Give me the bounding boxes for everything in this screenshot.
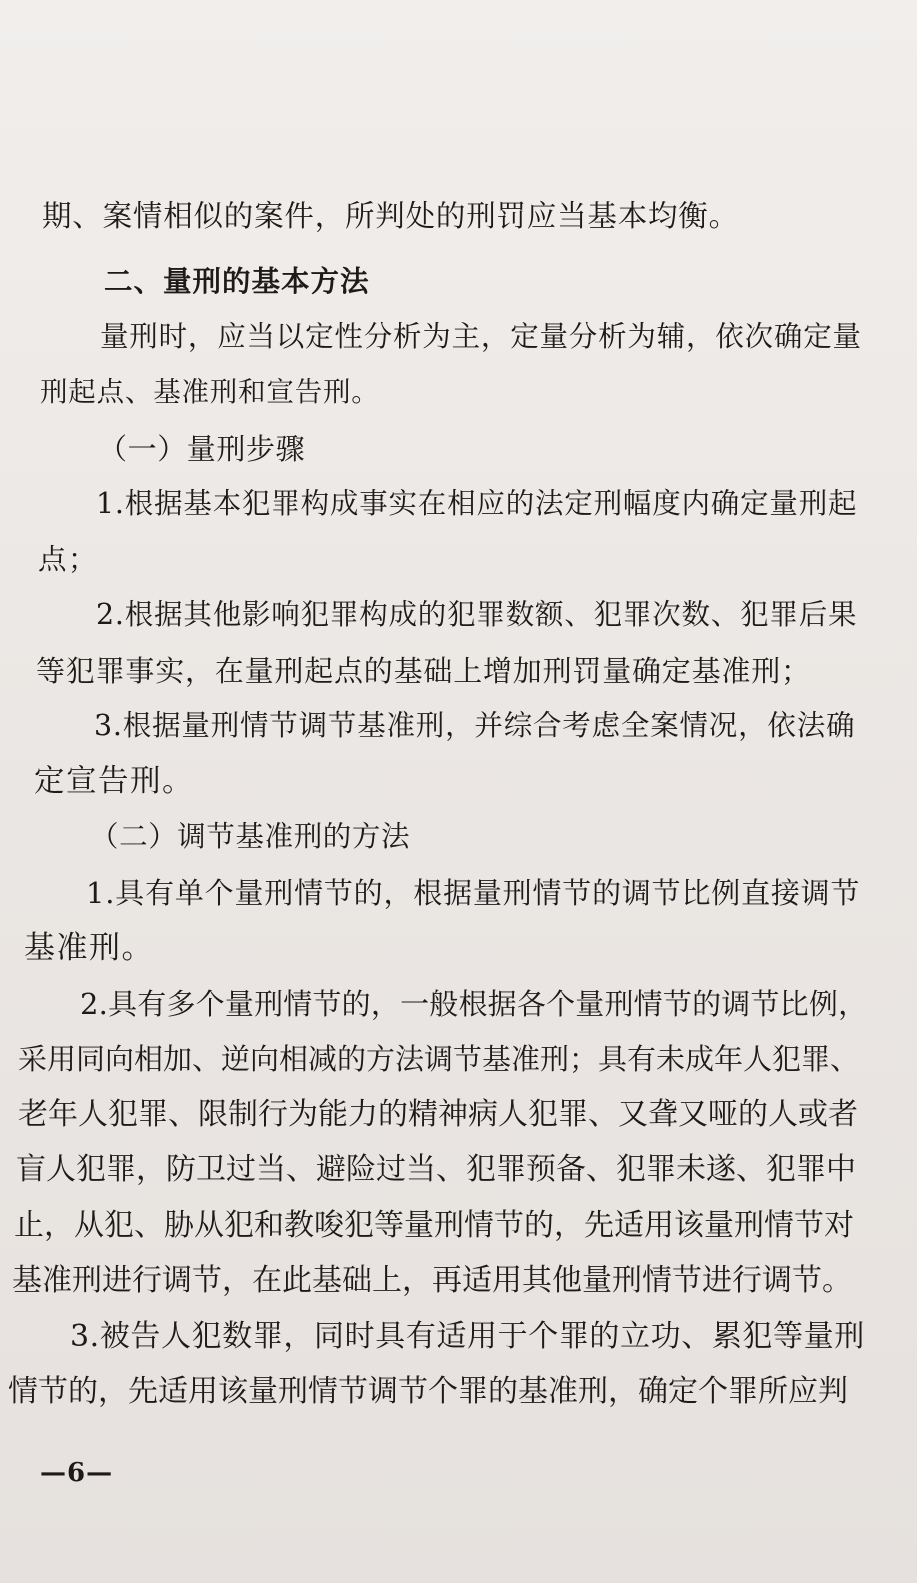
subheading-adjust: （二）调节基准刑的方法 [90,820,411,853]
text-line-22: 情节的，先适用该量刑情节调节个罪的基准刑，确定个罪所应判 [8,1374,848,1409]
text-line-11: 定宣告刑。 [34,764,194,799]
text-line-3: 量刑时，应当以定性分析为主，定量分析为辅，依次确定量 [100,320,862,353]
text-line-21: 3.被告人犯数罪，同时具有适用于个罪的立功、累犯等量刑 [70,1319,865,1354]
text-line-6: 1.根据基本犯罪构成事实在相应的法定刑幅度内确定量刑起 [96,487,858,520]
text-line-13: 1.具有单个量刑情节的，根据量刑情节的调节比例直接调节 [86,876,861,910]
subheading-steps: （一）量刑步骤 [98,432,306,466]
text-line-18: 盲人犯罪，防卫过当、避险过当、犯罪预备、犯罪未遂、犯罪中 [16,1152,856,1187]
text-line-17: 老年人犯罪、限制行为能力的精神病人犯罪、又聋又哑的人或者 [18,1097,858,1132]
text-line-8: 2.根据其他影响犯罪构成的犯罪数额、犯罪次数、犯罪后果 [96,598,858,631]
text-line-14: 基准刑。 [24,930,154,966]
text-line-15: 2.具有多个量刑情节的，一般根据各个量刑情节的调节比例， [80,987,868,1021]
text-line-1: 期、案情相似的案件，所判处的刑罚应当基本均衡。 [42,199,739,233]
text-line-4: 刑起点、基准刑和宣告刑。 [40,376,380,408]
text-line-7: 点； [38,543,99,576]
text-line-19: 止，从犯、胁从犯和教唆犯等量刑情节的，先适用该量刑情节对 [14,1208,854,1243]
text-line-16: 采用同向相加、逆向相减的方法调节基准刑；具有未成年人犯罪、 [18,1042,860,1076]
text-line-10: 3.根据量刑情节调节基准刑，并综合考虑全案情况，依法确 [94,709,856,742]
page-number: —6— [40,1458,114,1488]
section-heading-2: 二、量刑的基本方法 [104,264,370,298]
text-line-9: 等犯罪事实，在量刑起点的基础上增加刑罚量确定基准刑； [36,654,811,688]
text-line-20: 基准刑进行调节，在此基础上，再适用其他量刑情节进行调节。 [12,1263,852,1298]
